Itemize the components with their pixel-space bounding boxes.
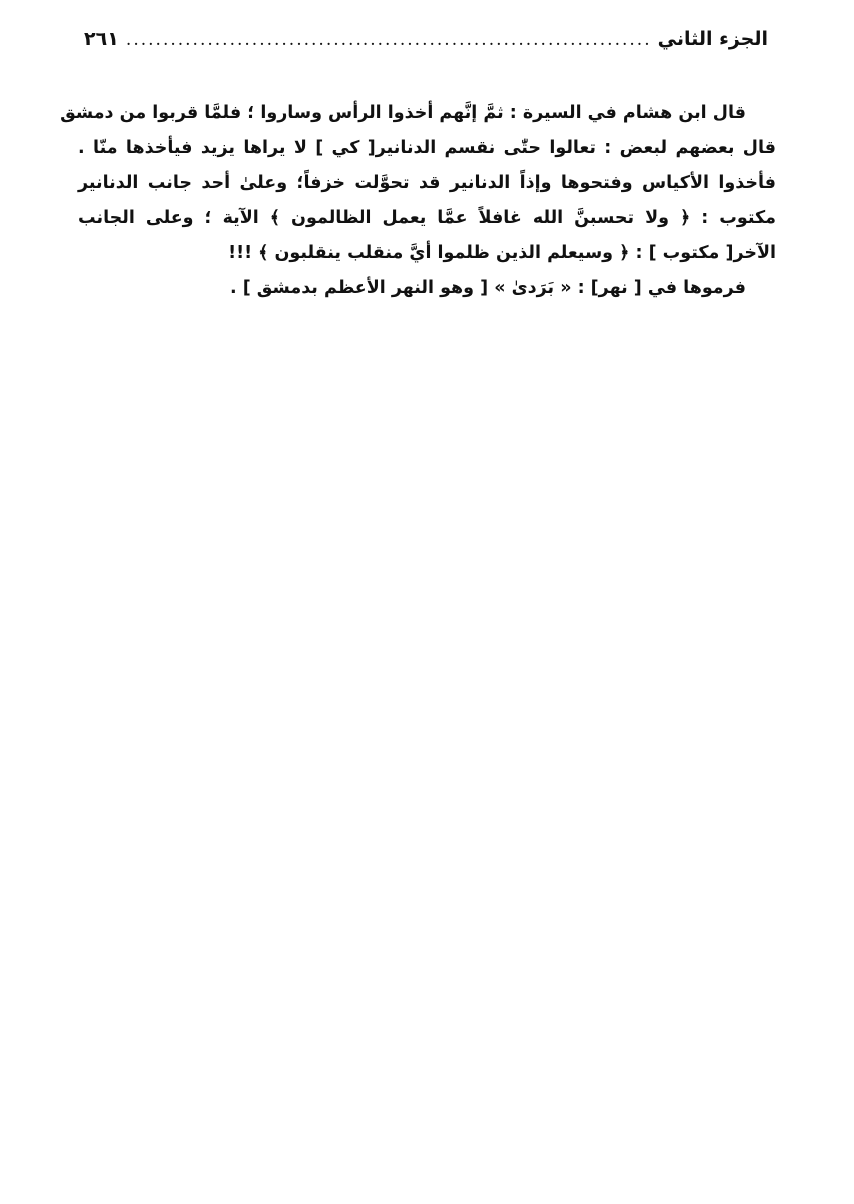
text-line: قال ابن هشام في السيرة : ثمَّ إنَّهم أخذوا الرأس وساروا ؛ فلمَّا قربوا من دمشق (60, 103, 746, 123)
text-line: الآخر[ مكتوب ] : ﴿ وسيعلم الذين ظلموا أيَّ منقلب ينقلبون ﴾ !!! (228, 243, 776, 263)
text-line: فرموها في [ نهر] : « بَرَدىٰ » [ وهو النهر الأعظم بدمشق ] . (229, 278, 746, 298)
text-line: قال بعضهم لبعض : تعالوا حتّٰى نقسم الدنانير[ كي ] لا يراها يزيد فيأخذها منّا . (78, 138, 776, 158)
running-title: الجزء الثاني (657, 28, 768, 50)
text-line: مكتوب : ﴿ ولا تحسبنَّ الله غافلاً عمَّا يعمل الظالمون ﴾ الآية ؛ وعلى الجانب (78, 208, 776, 228)
page-header (84, 28, 768, 62)
dot-leader (125, 30, 652, 50)
body-paragraph (60, 96, 776, 306)
text-line: فأخذوا الأكياس وفتحوها وإذاً الدنانير قد تحوَّلت خزفاً؛ وعلىٰ أحد جانب الدنانير (78, 173, 776, 193)
page-number: ٢٦١ (84, 28, 119, 50)
